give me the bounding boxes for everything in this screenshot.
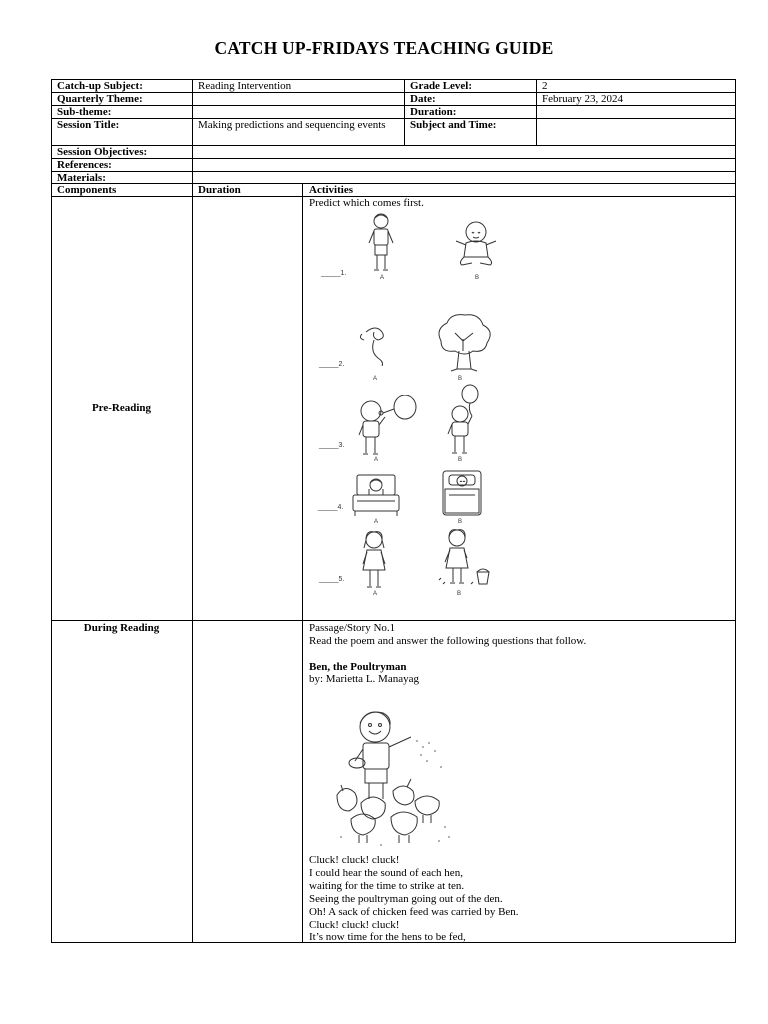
boy-blowing-balloon-icon <box>353 395 421 457</box>
girl-standing-icon <box>357 530 391 590</box>
row-divider <box>51 158 736 159</box>
session-title-label: Session Title: <box>57 119 120 131</box>
item-1-label-a: A <box>380 275 385 281</box>
theme-label: Quarterly Theme: <box>57 93 143 105</box>
poem-line-1: Cluck! cluck! cluck! <box>309 854 400 866</box>
boy-feeding-hens-icon <box>331 707 461 849</box>
during-reading-label: During Reading <box>83 622 160 634</box>
poem-line-6: Cluck! cluck! cluck! <box>309 919 400 931</box>
boy-holding-balloon-icon <box>444 384 482 456</box>
row-divider <box>51 105 736 106</box>
poem-line-7: It’s now time for the hens to be fed, <box>309 931 466 943</box>
item-2-blank: _____2. <box>319 361 345 368</box>
boy-standing-icon <box>366 211 396 273</box>
table-border-right <box>735 79 736 943</box>
item-5-label-a: A <box>373 591 378 597</box>
poem-title: Ben, the Poultryman <box>309 661 407 673</box>
column-divider <box>404 79 405 145</box>
pre-reading-instruction: Predict which comes first. <box>309 197 424 209</box>
girl-with-bucket-icon <box>435 528 493 588</box>
subject-value: Reading Intervention <box>198 80 292 92</box>
item-4-blank: _____4. <box>318 504 344 511</box>
poem-line-5: Oh! A sack of chicken feed was carried by Ben. <box>309 906 519 918</box>
pre-reading-label: Pre-Reading <box>91 402 152 414</box>
seed-sprout-icon <box>356 324 396 366</box>
item-5-blank: _____5. <box>319 576 345 583</box>
document-title: CATCH UP-FRIDAYS TEACHING GUIDE <box>214 38 554 58</box>
poem-line-3: waiting for the time to strike at ten. <box>309 880 465 892</box>
poem-instruction: Read the poem and answer the following questions that follow. <box>309 635 587 647</box>
materials-label: Materials: <box>57 172 106 184</box>
item-3-label-b: B <box>458 457 463 463</box>
baby-sitting-icon <box>452 219 500 269</box>
row-divider <box>51 118 736 119</box>
item-3-label-a: A <box>374 457 379 463</box>
activities-header: Activities <box>309 184 353 196</box>
item-2-label-a: A <box>373 376 378 382</box>
date-label: Date: <box>410 93 436 105</box>
row-divider <box>51 183 736 184</box>
date-value: February 23, 2024 <box>542 93 623 105</box>
item-2-label-b: B <box>458 376 463 382</box>
girl-waking-in-bed-icon <box>351 473 401 517</box>
passage-number: Passage/Story No.1 <box>309 622 396 634</box>
components-header: Components <box>57 184 117 196</box>
item-4-label-b: B <box>458 519 463 525</box>
grade-value: 2 <box>542 80 548 92</box>
poem-author: by: Marietta L. Manayag <box>309 673 419 685</box>
subtheme-label: Sub-theme: <box>57 106 112 118</box>
item-4-label-a: A <box>374 519 379 525</box>
girl-sleeping-in-bed-icon <box>439 469 485 517</box>
row-divider <box>51 171 736 172</box>
subject-label: Catch-up Subject: <box>57 80 143 92</box>
item-1-label-b: B <box>475 275 480 281</box>
poem-line-4: Seeing the poultryman going out of the den. <box>309 893 503 905</box>
duration-header: Duration <box>198 184 241 196</box>
session-title-value: Making predictions and sequencing events <box>198 119 386 131</box>
item-5-label-b: B <box>457 591 462 597</box>
row-divider <box>51 145 736 146</box>
tree-icon <box>433 311 495 373</box>
poem-line-2: I could hear the sound of each hen, <box>309 867 463 879</box>
references-label: References: <box>57 159 112 171</box>
subject-time-label: Subject and Time: <box>410 119 497 131</box>
item-1-blank: _____1. <box>321 270 347 277</box>
duration-label: Duration: <box>410 106 457 118</box>
column-divider <box>536 79 537 145</box>
row-divider <box>51 92 736 93</box>
table-border-left <box>51 79 52 943</box>
column-divider <box>302 183 303 943</box>
row-divider <box>51 620 736 621</box>
grade-label: Grade Level: <box>410 80 473 92</box>
teaching-guide-table <box>51 79 736 943</box>
item-3-blank: _____3. <box>319 442 345 449</box>
column-divider <box>192 79 193 943</box>
table-border-top <box>51 79 736 80</box>
objectives-label: Session Objectives: <box>57 146 148 158</box>
